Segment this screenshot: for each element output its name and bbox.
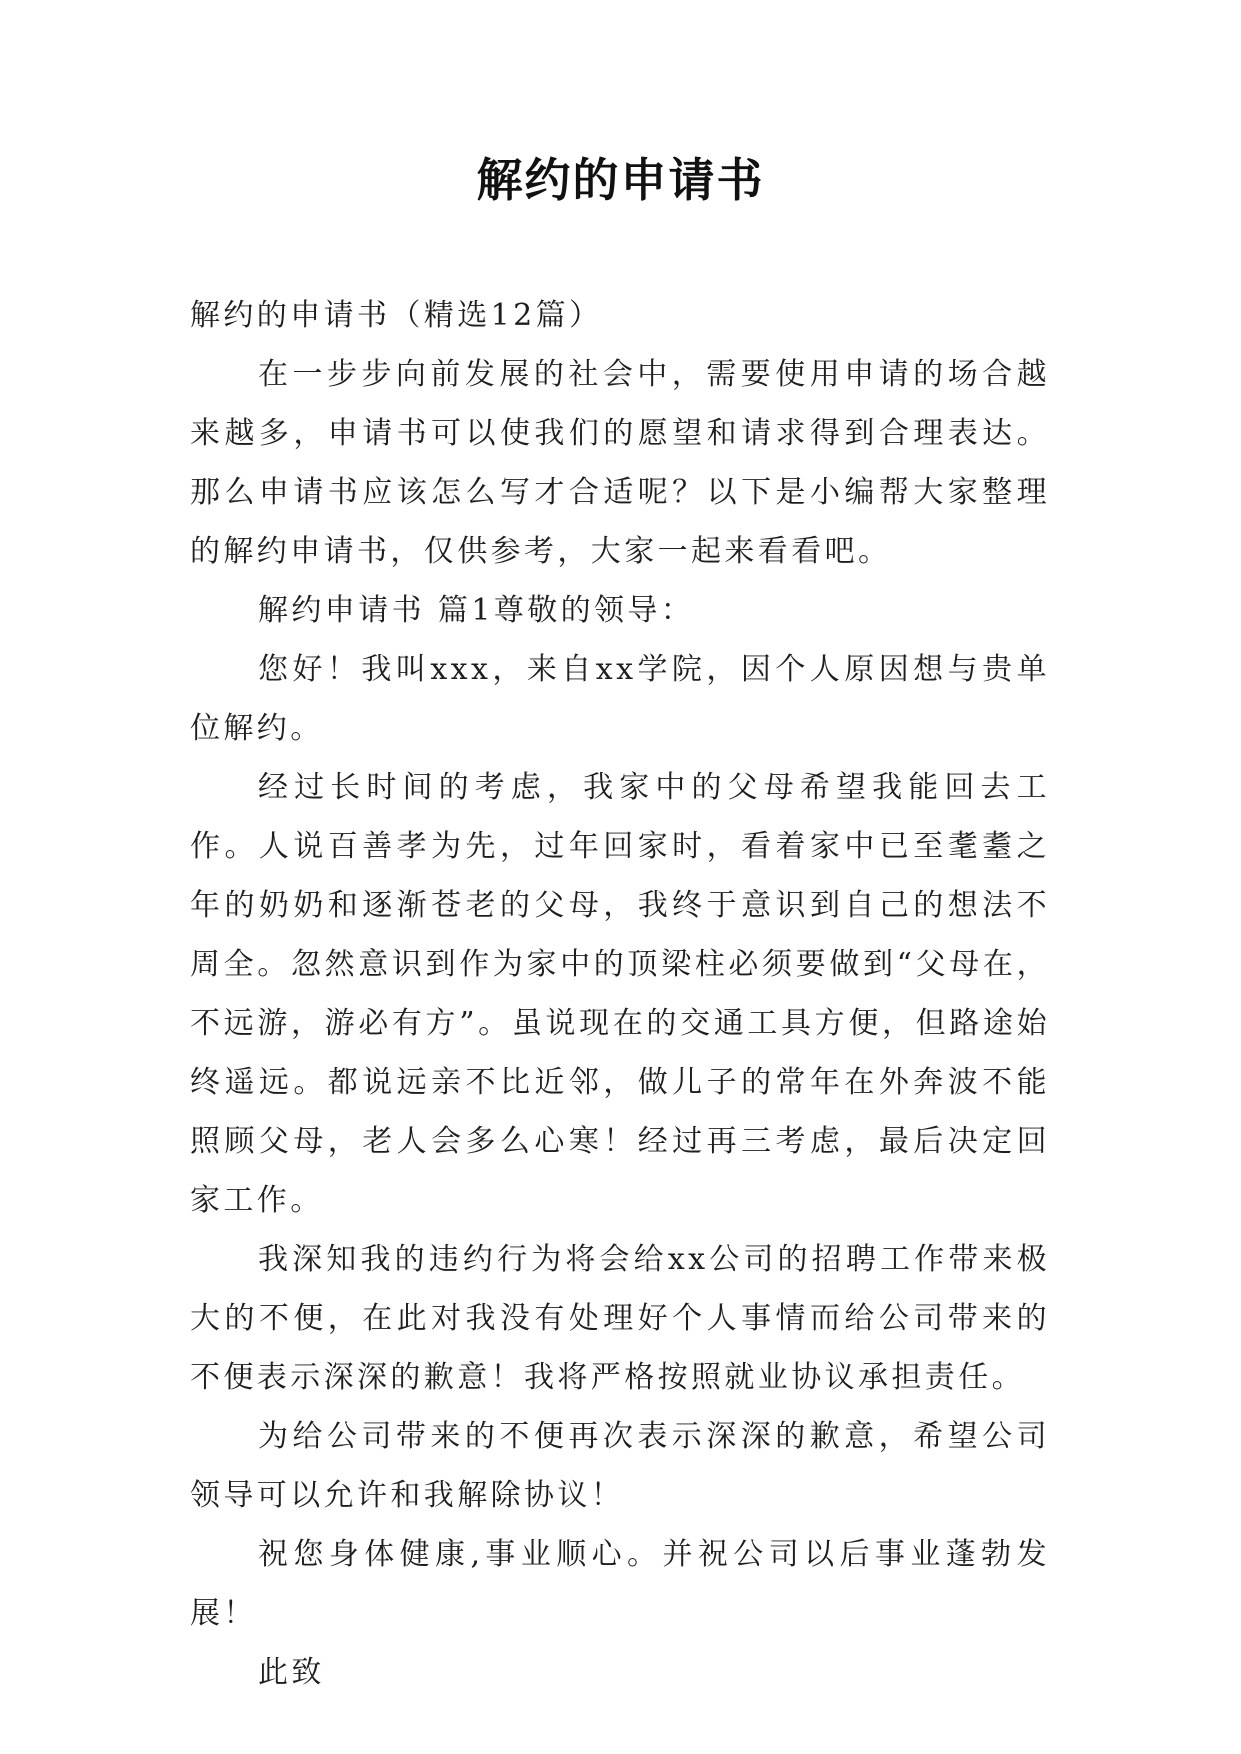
wishes-paragraph: 祝您身体健康,事业顺心。并祝公司以后事业蓬勃发展！	[190, 1537, 1050, 1631]
apology-paragraph: 我深知我的违约行为将会给xx公司的招聘工作带来极大的不便，在此对我没有处理好个人事情而给公司带来的不便表示深深的歉意！我将严格按照就业协议承担责任。	[190, 1242, 1050, 1395]
request-paragraph: 为给公司带来的不便再次表示深深的歉意，希望公司领导可以允许和我解除协议！	[190, 1419, 1050, 1513]
document-body	[190, 286, 1050, 1702]
section-heading-salutation: 解约申请书 篇1尊敬的领导：	[258, 593, 695, 628]
intro-paragraph: 在一步步向前发展的社会中，需要使用申请的场合越来越多，申请书可以使我们的愿望和请求得到合理表达。那么申请书应该怎么写才合适呢？以下是小编帮大家整理的解约申请书，仅供参考，大家一起来看看吧。	[190, 357, 1050, 569]
greeting-paragraph: 您好！我叫xxx，来自xx学院，因个人原因想与贵单位解约。	[190, 652, 1050, 746]
reason-paragraph: 经过长时间的考虑，我家中的父母希望我能回去工作。人说百善孝为先，过年回家时，看着家中已至耄耋之年的奶奶和逐渐苍老的父母，我终于意识到自己的想法不周全。忽然意识到作为家中的顶梁柱必须要做到“父母在，不远游，游必有方”。虽说现在的交通工具方便，但路途始终遥远。都说远亲不比近邻，做儿子的常年在外奔波不能照顾父母，老人会多么心寒！经过再三考虑，最后决定回家工作。	[190, 770, 1050, 1218]
closing-paragraph: 此致	[258, 1655, 325, 1690]
document-subtitle: 解约的申请书（精选12篇）	[190, 298, 603, 333]
document-title: 解约的申请书	[476, 153, 765, 207]
